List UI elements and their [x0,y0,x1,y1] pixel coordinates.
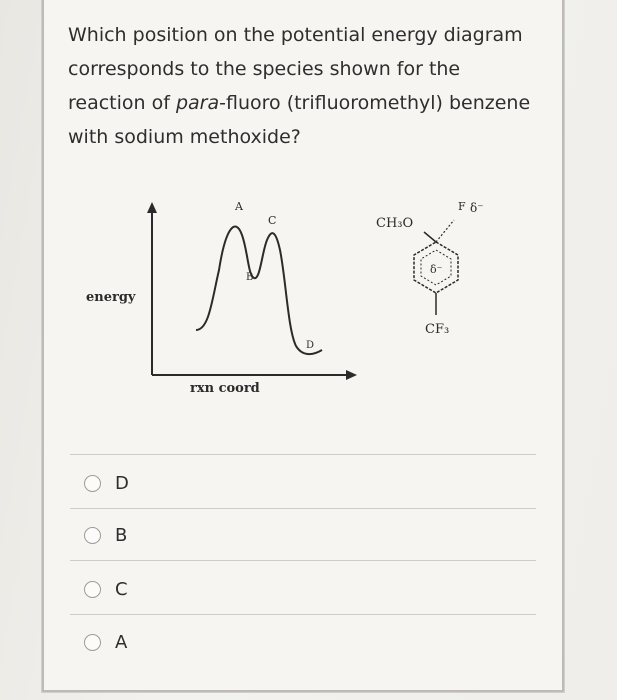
option-a-radio[interactable] [84,634,101,651]
question-text [68,18,538,154]
question-card [42,0,564,692]
question-text-emphasis: para [175,92,220,114]
bond-f [436,220,454,242]
option-c-radio[interactable] [84,581,101,598]
option-a[interactable] [84,627,127,657]
option-b-radio[interactable] [84,527,101,544]
intermediate-structure [376,200,484,337]
question-text-part1: Which position on the potential energy diagram corresponds to the species shown for the reaction of [68,24,523,114]
separator [70,508,536,509]
substituent-methoxy: CH₃O [376,216,414,231]
x-axis-label: rxn coord [190,381,260,396]
option-d[interactable] [84,468,129,498]
partial-charge-top: δ⁻ [470,201,484,215]
separator [70,614,536,615]
question-text-part2: -fluoro (trifluoromethyl) benzene with sodium methoxide? [68,92,531,148]
option-c[interactable] [84,574,128,604]
bond-ome [424,232,436,242]
partial-charge-ring: δ⁻ [430,263,443,276]
option-a-label[interactable]: A [115,631,128,653]
point-label-c: C [268,214,277,227]
option-d-radio[interactable] [84,475,101,492]
energy-curve [196,227,322,355]
option-b[interactable] [84,520,127,550]
y-axis-arrowhead [147,202,157,213]
substituent-fluoro: F [458,200,466,213]
separator [70,454,536,455]
point-label-a: A [235,200,243,213]
y-axis-label: energy [86,290,136,305]
option-c-label[interactable]: C [115,578,128,600]
option-d-label[interactable]: D [115,472,129,494]
substituent-trifluoromethyl: CF₃ [425,322,450,337]
point-label-d: D [306,340,315,351]
x-axis-arrowhead [346,370,357,380]
separator [70,560,536,561]
point-label-b: B [246,272,254,283]
option-b-label[interactable]: B [115,524,128,546]
energy-diagram [44,180,562,430]
